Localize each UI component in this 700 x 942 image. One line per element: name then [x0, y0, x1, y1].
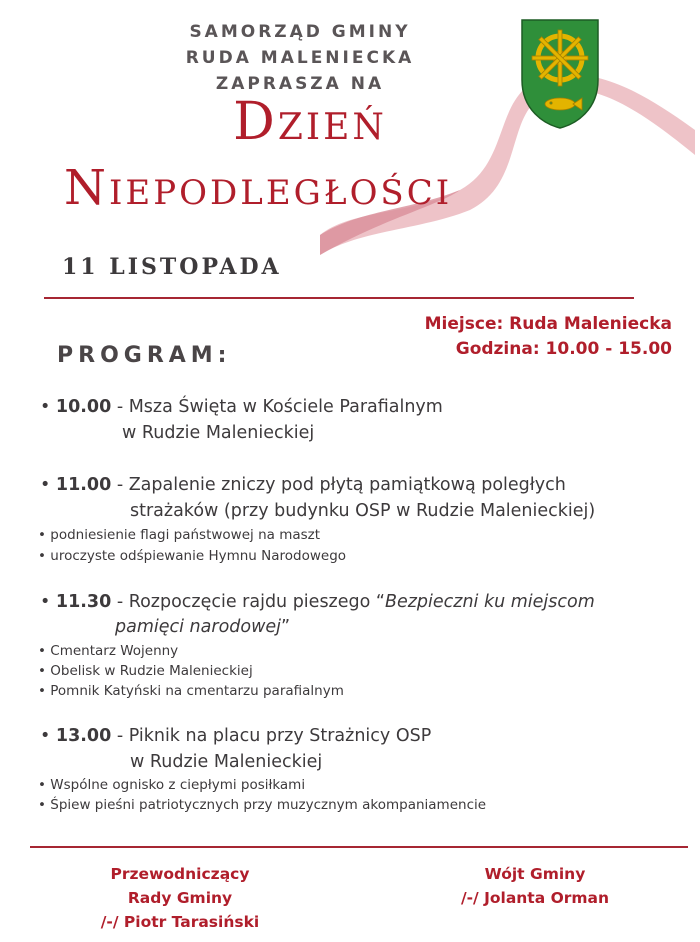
program-sub-item: • podniesienie flagi państwowej na maszt — [38, 527, 321, 543]
header-line-3: ZAPRASZA NA — [215, 74, 385, 94]
program-item-text-cont: w Rudzie Malenieckiej — [130, 752, 323, 772]
signature-left: Przewodniczący Rady Gminy /-/ Piotr Tarasiński — [100, 865, 260, 931]
event-hours: Godzina: 10.00 - 15.00 — [455, 339, 672, 359]
program-item-text: - Rozpoczęcie rajdu pieszego “ — [111, 592, 385, 612]
program-item-text-cont: pamięci narodowej” — [115, 617, 291, 637]
event-title-line-2: Niepodległości — [64, 160, 453, 216]
program-item-text: - Zapalenie zniczy pod płytą pamiątkową poległych — [111, 475, 566, 495]
program-sub-item: • Pomnik Katyński na cmentarzu parafialnym — [38, 683, 344, 699]
program-item-text-cont: strażaków (przy budynku OSP w Rudzie Malenieckiej) — [130, 501, 596, 521]
program-item-text: - Piknik na placu przy Strażnicy OSP — [111, 726, 432, 746]
program-sub-item: • uroczyste odśpiewanie Hymnu Narodowego — [38, 548, 347, 564]
event-date: 11 LISTOPADA — [62, 254, 282, 280]
program-sub-item: • Obelisk w Rudzie Malenieckiej — [38, 663, 253, 679]
event-title-line-1: Dzień — [233, 92, 387, 152]
program-item-time: 13.00 — [55, 726, 112, 746]
program-item: • 11.30 - Rozpoczęcie rajdu pieszego “Bezpieczni ku miejscom — [40, 592, 595, 612]
signature-right: Wójt Gminy /-/ Jolanta Orman — [460, 865, 610, 907]
program-item-text: - Msza Święta w Kościele Parafialnym — [111, 397, 443, 417]
header-divider — [44, 297, 634, 299]
program-sub-item: • Cmentarz Wojenny — [38, 643, 179, 659]
program-sub-item: • Wspólne ognisko z ciepłymi posiłkami — [38, 777, 306, 793]
program-sub-item: • Śpiew pieśni patriotycznych przy muzycznym akompaniamencie — [38, 797, 487, 813]
program-item-time: 11.00 — [55, 475, 112, 495]
program-item: • 11.00 - Zapalenie zniczy pod płytą pamiątkową poległych — [40, 475, 566, 495]
program-item: • 10.00 - Msza Święta w Kościele Parafialnym — [40, 397, 443, 417]
program-item-time: 10.00 — [55, 397, 112, 417]
program-item: • 13.00 - Piknik na placu przy Strażnicy OSP — [40, 726, 432, 746]
header-line-2: RUDA MALENIECKA — [185, 48, 415, 68]
program-item-text-cont: w Rudzie Malenieckiej — [122, 423, 315, 443]
footer-divider — [30, 846, 688, 848]
event-place: Miejsce: Ruda Maleniecka — [424, 314, 672, 334]
program-item-italic: Bezpieczni ku miejscom — [384, 592, 595, 612]
program-item-time: 11.30 — [55, 592, 112, 612]
program-heading: PROGRAM: — [57, 343, 232, 368]
header-line-1: SAMORZĄD GMINY — [189, 22, 411, 42]
